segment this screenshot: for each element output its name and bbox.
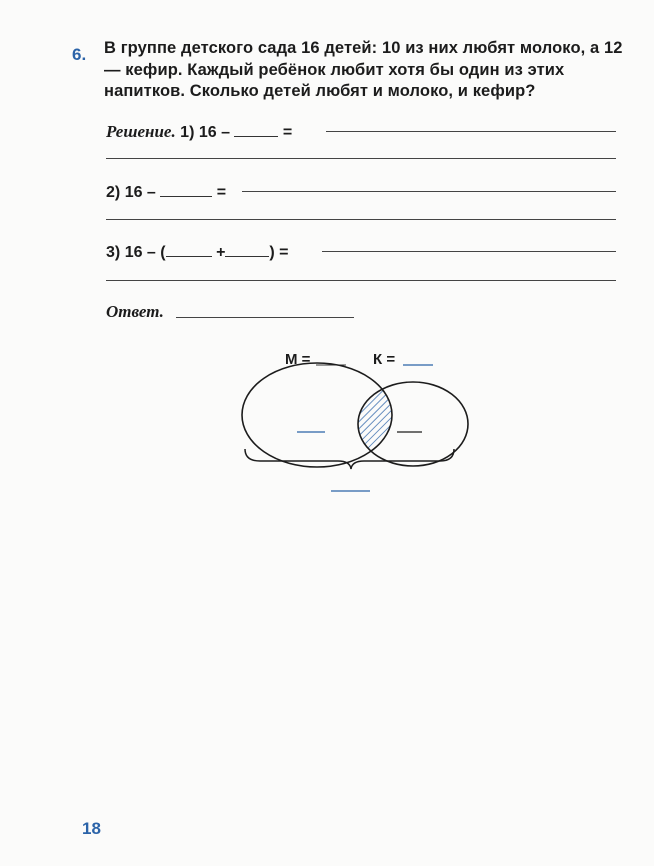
solution-step-2 (106, 182, 226, 202)
step1-extra-line[interactable] (106, 158, 616, 159)
venn-diagram (230, 345, 470, 500)
step1-expression: 16 – (198, 124, 230, 141)
answer-label: Ответ. (106, 302, 164, 321)
answer-line[interactable] (176, 317, 354, 318)
step3-close: ) = (269, 244, 289, 261)
step1-answer-line[interactable] (326, 131, 616, 132)
step3-blank-2[interactable] (225, 242, 269, 257)
step2-expression: 16 – (124, 184, 156, 201)
step3-number: 3) (106, 244, 121, 261)
solution-step-3 (106, 242, 289, 262)
step1-number: 1) (180, 124, 195, 141)
step2-blank[interactable] (160, 182, 212, 197)
m-set-label: М = (285, 351, 311, 368)
step1-equals: = (282, 124, 293, 141)
step3-plus: + (216, 244, 226, 261)
problem-text: В группе детского сада 16 детей: 10 из них любят молоко, а 12 — кефир. Каждый ребёнок любит хотя бы один из этих напитков. Сколько детей любят и молоко, и кефир? (104, 39, 623, 100)
step1-blank[interactable] (234, 122, 278, 137)
step3-blank-1[interactable] (166, 242, 212, 257)
step3-answer-line[interactable] (322, 251, 616, 252)
step2-equals: = (216, 184, 227, 201)
step2-extra-line[interactable] (106, 219, 616, 220)
answer-row (106, 302, 164, 322)
step3-extra-line[interactable] (106, 280, 616, 281)
k-set-label: К = (373, 351, 396, 368)
step3-open: 16 – ( (124, 244, 166, 261)
problem-number: 6. (72, 45, 87, 64)
page-number: 18 (82, 819, 101, 838)
solution-label: Решение. (106, 122, 176, 141)
solution-step-1 (106, 122, 292, 142)
step2-number: 2) (106, 184, 121, 201)
step2-answer-line[interactable] (242, 191, 616, 192)
